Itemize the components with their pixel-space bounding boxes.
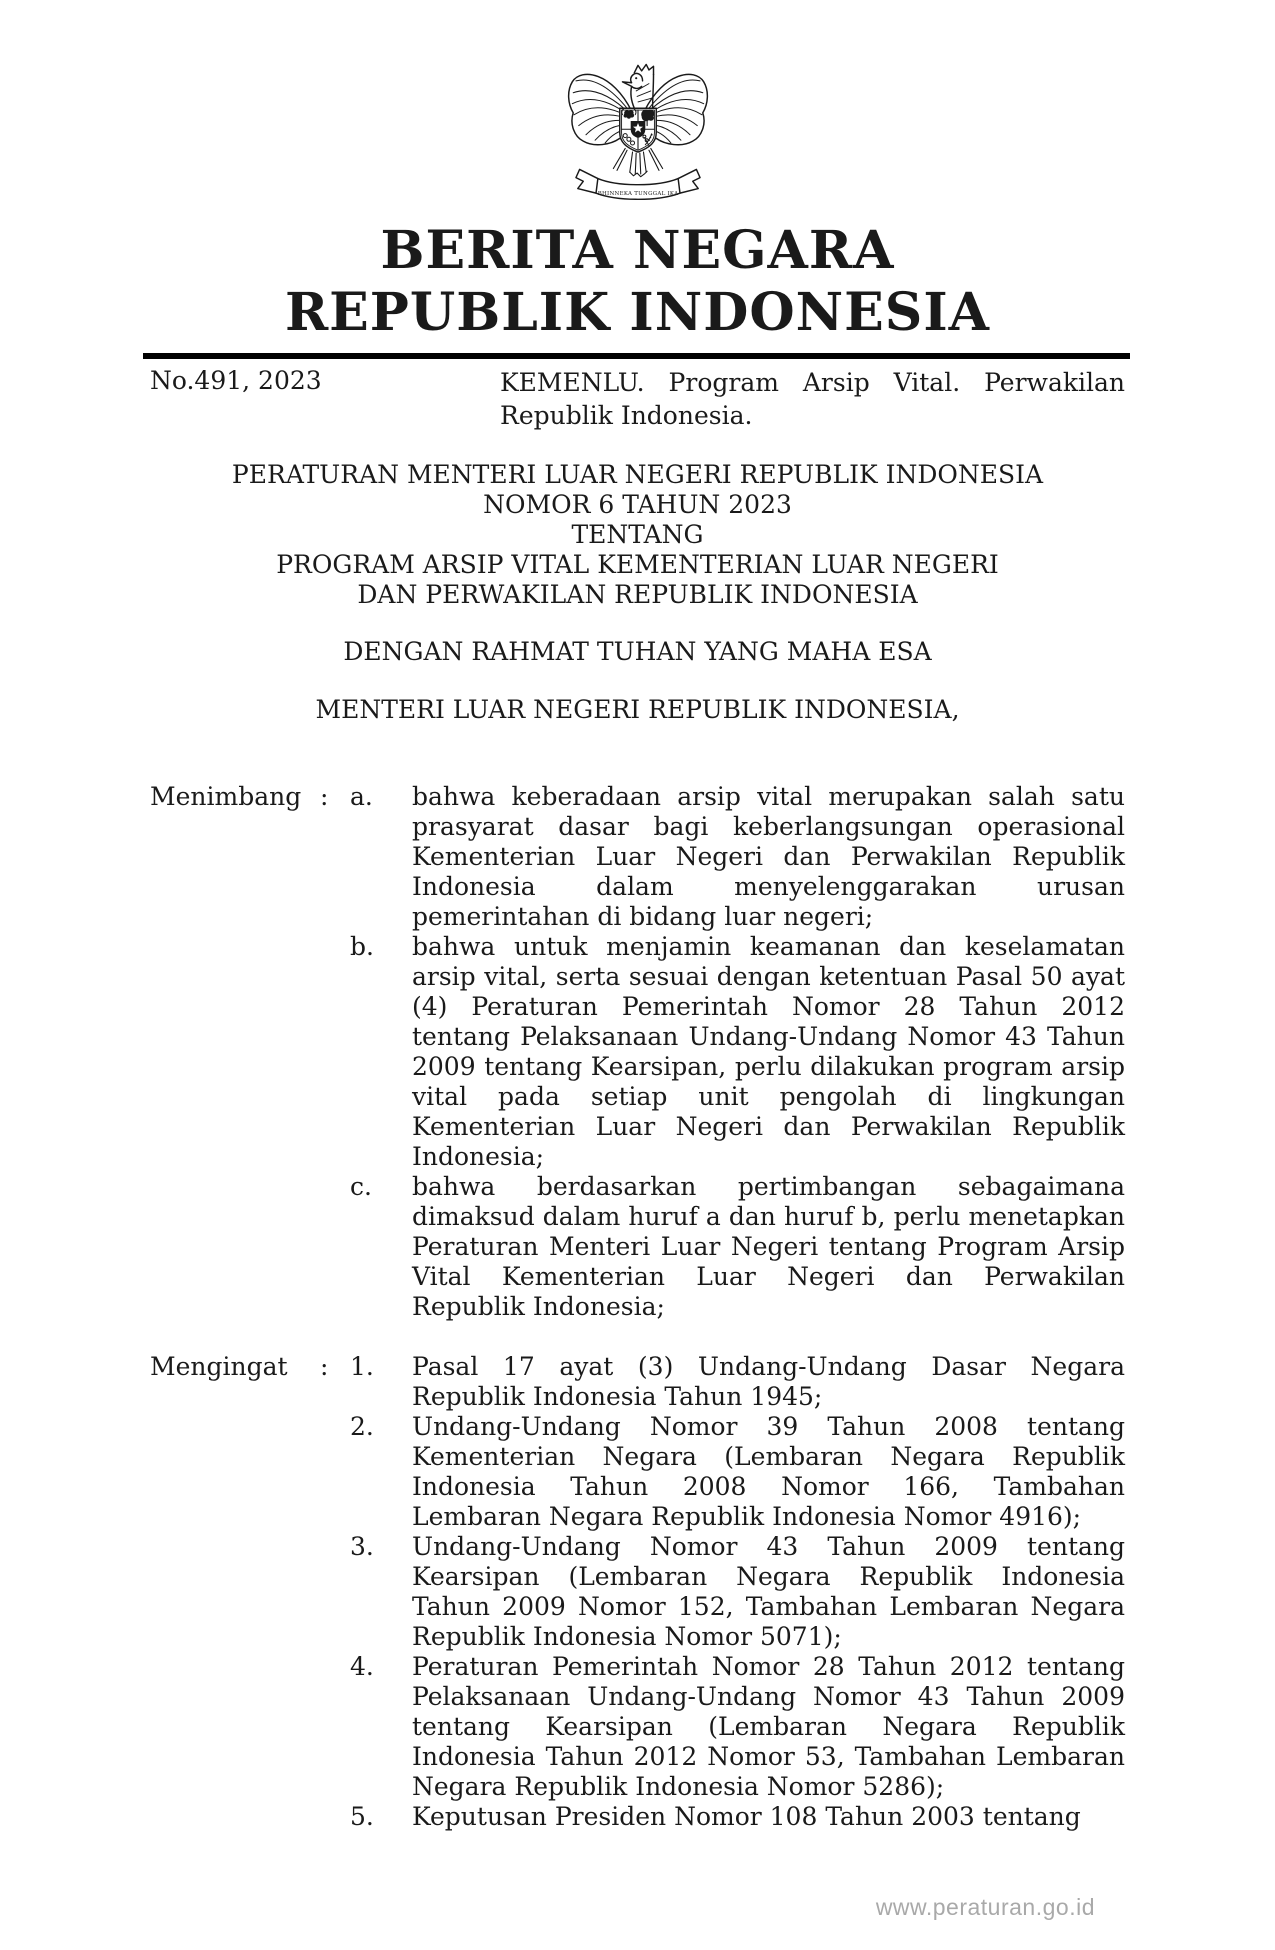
legal-basis-item bbox=[150, 1532, 1125, 1652]
item-text: bahwa berdasarkan pertimbangan sebagaimana dimaksud dalam huruf a dan huruf b, perlu menetapkan Peraturan Menteri Luar Negeri tentang Program Arsip Vital Kementerian Luar Negeri dan Perwakilan Republik Indonesia; bbox=[412, 1172, 1125, 1321]
item-text: Peraturan Pemerintah Nomor 28 Tahun 2012 tentang Pelaksanaan Undang-Undang Nomor 43 Tahun 2009 tentang Kearsipan (Lembaran Negara Republik Indonesia Tahun 2012 Nomor 53, Tambahan Lembaran Negara Republik Indonesia Nomor 5286); bbox=[412, 1652, 1125, 1801]
masthead-divider-rule bbox=[143, 353, 1130, 359]
item-marker: 3. bbox=[350, 1532, 374, 1561]
mengingat-label: Mengingat bbox=[150, 1352, 288, 1381]
menimbang-colon: : bbox=[320, 782, 329, 811]
item-marker: b. bbox=[350, 932, 374, 961]
footer-watermark: www.peraturan.go.id bbox=[875, 1894, 1095, 1920]
masthead-title-line1: BERITA NEGARA bbox=[380, 220, 895, 281]
banyan-tree-icon bbox=[641, 110, 654, 122]
legal-basis-item bbox=[150, 1352, 1125, 1412]
regulation-title-line-5: DAN PERWAKILAN REPUBLIK INDONESIA bbox=[357, 580, 918, 609]
item-text: Pasal 17 ayat (3) Undang-Undang Dasar Negara Republik Indonesia Tahun 1945; bbox=[412, 1352, 1125, 1411]
regulation-title-line-4: PROGRAM ARSIP VITAL KEMENTERIAN LUAR NEGERI bbox=[276, 550, 999, 579]
mengingat-colon: : bbox=[320, 1352, 329, 1381]
issue-number: No.491, 2023 bbox=[150, 366, 322, 395]
legal-basis-item bbox=[150, 1802, 1125, 1832]
regulation-title-block bbox=[0, 460, 1275, 610]
consideration-item bbox=[150, 932, 1125, 1172]
authority-line: MENTERI LUAR NEGERI REPUBLIK INDONESIA, bbox=[315, 695, 960, 724]
menimbang-label: Menimbang bbox=[150, 782, 302, 811]
garuda-pancasila-emblem bbox=[565, 56, 711, 208]
item-text: Undang-Undang Nomor 43 Tahun 2009 tentang Kearsipan (Lembaran Negara Republik Indonesia Tahun 2009 Nomor 152, Tambahan Lembaran Negara Republik Indonesia Nomor 5071); bbox=[412, 1532, 1125, 1651]
item-marker: 5. bbox=[350, 1802, 374, 1831]
regulation-title-line-2: NOMOR 6 TAHUN 2023 bbox=[483, 490, 792, 519]
item-text: Keputusan Presiden Nomor 108 Tahun 2003 tentang bbox=[412, 1802, 1081, 1831]
item-text: bahwa keberadaan arsip vital merupakan salah satu prasyarat dasar bagi keberlangsungan operasional Kementerian Luar Negeri dan Perwakilan Republik Indonesia dalam menyelenggarakan urusan pemerintahan di bidang luar negeri; bbox=[412, 782, 1125, 931]
considerations-section bbox=[150, 782, 1125, 1322]
masthead-title-line2: REPUBLIK INDONESIA bbox=[284, 282, 991, 343]
masthead bbox=[0, 220, 1275, 344]
consideration-item bbox=[150, 782, 1125, 932]
pancasila-shield bbox=[619, 108, 656, 152]
invocation-line: DENGAN RAHMAT TUHAN YANG MAHA ESA bbox=[343, 637, 932, 666]
document-body bbox=[150, 782, 1125, 1832]
item-marker: a. bbox=[350, 782, 373, 811]
legal-basis-section bbox=[150, 1352, 1125, 1832]
legal-basis-item bbox=[150, 1412, 1125, 1532]
subject-note: KEMENLU. Program Arsip Vital. Perwakilan Republik Indonesia. bbox=[500, 368, 1125, 430]
item-marker: 2. bbox=[350, 1412, 374, 1441]
item-text: bahwa untuk menjamin keamanan dan keselamatan arsip vital, serta sesuai dengan ketentuan Pasal 50 ayat (4) Peraturan Pemerintah Nomor 28 Tahun 2012 tentang Pelaksanaan Undang-Undang Nomor 43 Tahun 2009 tentang Kearsipan, perlu dilakukan program arsip vital pada setiap unit pengolah di lingkungan Kementerian Luar Negeri dan Perwakilan Republik Indonesia; bbox=[412, 932, 1125, 1171]
regulation-title-line-3: TENTANG bbox=[571, 520, 704, 549]
emblem-motto: BHINNEKA TUNGGAL IKA bbox=[597, 190, 678, 197]
consideration-item bbox=[150, 1172, 1125, 1322]
item-marker: c. bbox=[350, 1172, 372, 1201]
regulation-title-line-1: PERATURAN MENTERI LUAR NEGERI REPUBLIK INDONESIA bbox=[231, 460, 1044, 489]
item-marker: 4. bbox=[350, 1652, 374, 1681]
legal-basis-item bbox=[150, 1652, 1125, 1802]
item-text: Undang-Undang Nomor 39 Tahun 2008 tentang Kementerian Negara (Lembaran Negara Republik Indonesia Tahun 2008 Nomor 166, Tambahan Lembaran Negara Republik Indonesia Nomor 4916); bbox=[412, 1412, 1125, 1531]
garuda-emblem-svg bbox=[565, 56, 711, 208]
item-marker: 1. bbox=[350, 1352, 374, 1381]
issue-row bbox=[150, 366, 1125, 432]
